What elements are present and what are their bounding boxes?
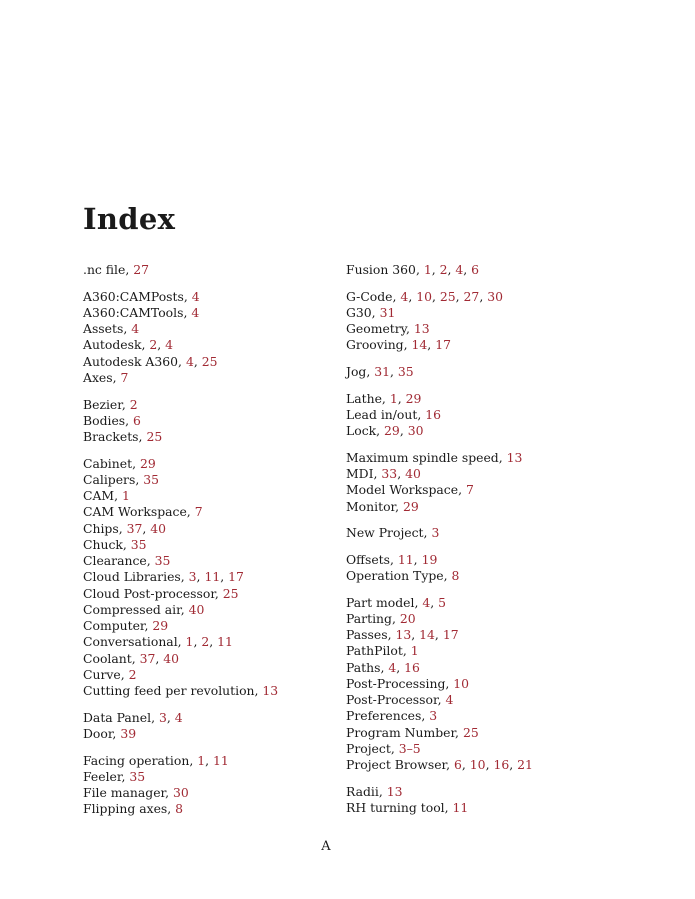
- index-term: .nc file: [83, 262, 126, 277]
- page-reference-link[interactable]: 4: [422, 594, 431, 610]
- page-reference-link[interactable]: 8: [451, 568, 460, 584]
- index-term: A360:CAMPosts: [83, 288, 184, 304]
- index-term: Jog: [346, 364, 367, 380]
- index-entry: Post-Processor, 4: [346, 692, 454, 708]
- page-reference-link[interactable]: 21: [517, 757, 533, 773]
- index-entry: File manager, 30: [83, 785, 189, 801]
- page-reference-link[interactable]: 10: [416, 288, 432, 304]
- page-reference-link[interactable]: 7: [194, 504, 203, 520]
- index-entry: Lock, 29, 30: [346, 423, 424, 439]
- index-term: Model Workspace: [346, 482, 459, 498]
- page-reference-link[interactable]: 2: [201, 634, 210, 650]
- page-reference-link[interactable]: 4: [185, 353, 194, 369]
- index-term: Radii: [346, 783, 379, 799]
- index-entry: Calipers, 35: [83, 471, 160, 487]
- index-entry: CAM Workspace, 7: [83, 504, 203, 520]
- page-folio: A: [321, 839, 331, 854]
- page-reference-link[interactable]: 10: [453, 675, 470, 691]
- page-reference-link[interactable]: 11: [204, 569, 221, 585]
- index-term: Operation Type: [346, 568, 444, 584]
- page-reference-link[interactable]: 3: [158, 709, 167, 725]
- index-entry: Coolant, 37, 40: [83, 650, 180, 666]
- index-entry: Part model, 4, 5: [346, 594, 447, 610]
- page-reference-link[interactable]: 29: [152, 618, 169, 634]
- index-entry: Clearance, 35: [83, 553, 171, 569]
- page-reference-link[interactable]: 2: [128, 666, 137, 682]
- page-reference-link[interactable]: 4: [445, 692, 454, 708]
- index-entry: Project Browser, 6, 10, 16, 21: [346, 757, 533, 773]
- index-entry: G30, 31: [346, 304, 396, 320]
- page-reference-link[interactable]: 6: [471, 262, 480, 277]
- index-term: MDI: [346, 466, 374, 482]
- page-reference-link[interactable]: 27: [133, 262, 150, 277]
- index-entry: Post-Processing, 10: [346, 675, 470, 691]
- index-entry: Cutting feed per revolution, 13: [83, 683, 279, 699]
- index-term: Coolant: [83, 650, 132, 666]
- index-entry: CAM, 1: [83, 488, 130, 504]
- index-entry: Parting, 20: [346, 610, 416, 626]
- page-reference-link[interactable]: 16: [493, 757, 510, 773]
- index-term: RH turning tool: [346, 800, 445, 816]
- index-term: New Project: [346, 525, 424, 541]
- index-entry: Computer, 29: [83, 618, 169, 634]
- page-reference-link[interactable]: 4: [388, 659, 397, 675]
- page-reference-link[interactable]: 3: [429, 708, 438, 724]
- page-reference-link[interactable]: 35: [130, 536, 147, 552]
- page-reference-link[interactable]: 35: [143, 471, 160, 487]
- index-term: Lathe: [346, 390, 382, 406]
- page-reference-link[interactable]: 4: [400, 288, 409, 304]
- page-reference-link[interactable]: 13: [386, 783, 403, 799]
- index-entry: Passes, 13, 14, 17: [346, 627, 459, 643]
- index-entry: PathPilot, 1: [346, 643, 419, 659]
- index-entry: Flipping axes, 8: [83, 801, 184, 817]
- page-reference-link[interactable]: 4: [131, 321, 140, 337]
- index-entry: Brackets, 25: [83, 429, 163, 445]
- index-term: Grooving: [346, 337, 404, 353]
- index-group: [346, 595, 596, 774]
- index-term: Autodesk: [83, 337, 142, 353]
- index-entry: Jog, 31, 35: [346, 364, 414, 380]
- index-term: Maximum spindle speed: [346, 449, 499, 465]
- index-term: G30: [346, 304, 372, 320]
- index-group: [83, 710, 333, 743]
- index-group: [83, 289, 333, 387]
- index-entry: Feeler, 35: [83, 768, 146, 784]
- index-group: [83, 456, 333, 700]
- page-reference-link[interactable]: 30: [407, 423, 424, 439]
- index-term: Flipping axes: [83, 801, 168, 817]
- index-group: [346, 391, 596, 440]
- page-reference-link[interactable]: 5: [438, 594, 447, 610]
- page-reference-link[interactable]: 4: [165, 337, 174, 353]
- page-reference-link[interactable]: 29: [405, 390, 422, 406]
- index-entry: Chuck, 35: [83, 536, 147, 552]
- page-reference-link[interactable]: 40: [163, 650, 180, 666]
- page-reference-link[interactable]: 1: [410, 643, 419, 659]
- page-reference-link[interactable]: 4: [455, 262, 464, 277]
- page-reference-link[interactable]: 39: [120, 726, 137, 742]
- index-term: Post-Processor: [346, 692, 438, 708]
- index-group: [346, 525, 596, 541]
- index-entry: Bodies, 6: [83, 412, 141, 428]
- index-term: Cabinet: [83, 455, 133, 471]
- index-entry: Door, 39: [83, 726, 137, 742]
- index-entry: Autodesk, 2, 4: [83, 337, 174, 353]
- index-term: Computer: [83, 618, 145, 634]
- page-reference-link[interactable]: 4: [191, 288, 200, 304]
- index-entry: Bezier, 2: [83, 396, 138, 412]
- page-reference-link[interactable]: 2: [129, 396, 138, 412]
- page-reference-link[interactable]: 20: [399, 610, 416, 626]
- index-entry: .nc file, 27: [83, 262, 150, 277]
- index-entry: Maximum spindle speed, 13: [346, 449, 523, 465]
- index-term: Door: [83, 726, 113, 742]
- page-reference-link[interactable]: 13: [262, 683, 279, 699]
- index-column-left: [83, 262, 333, 828]
- index-entry: A360:CAMPosts, 4: [83, 288, 200, 304]
- page-reference-link[interactable]: 7: [120, 369, 129, 385]
- page-reference-link[interactable]: 27: [463, 288, 480, 304]
- index-term: Program Number: [346, 724, 456, 740]
- index-term: Bezier: [83, 396, 122, 412]
- index-entry: Curve, 2: [83, 666, 137, 682]
- index-entry: Data Panel, 3, 4: [83, 709, 183, 725]
- index-term: Assets: [83, 321, 124, 337]
- index-entry: Autodesk A360, 4, 25: [83, 353, 218, 369]
- index-group: [346, 450, 596, 515]
- page-reference-link[interactable]: 33: [381, 466, 398, 482]
- index-group: [83, 753, 333, 818]
- index-entry: Monitor, 29: [346, 498, 419, 514]
- index-term: Curve: [83, 666, 121, 682]
- index-entry: Axes, 7: [83, 369, 129, 385]
- page-reference-link[interactable]: 6: [133, 412, 141, 428]
- page-reference-link[interactable]: 40: [150, 520, 167, 536]
- page-reference-link[interactable]: 17: [442, 627, 459, 643]
- index-term: Autodesk A360: [83, 353, 179, 369]
- page-reference-link[interactable]: 25: [146, 429, 163, 445]
- index-term: Clearance: [83, 553, 147, 569]
- index-entry: Model Workspace, 7: [346, 482, 474, 498]
- page-reference-link[interactable]: 35: [397, 364, 414, 380]
- index-term: Facing operation: [83, 752, 190, 768]
- page-reference-link[interactable]: 1: [122, 488, 130, 504]
- page-reference-link[interactable]: 16: [425, 406, 442, 422]
- index-entry: Program Number, 25: [346, 724, 479, 740]
- index-term: Chuck: [83, 536, 123, 552]
- page-reference-link[interactable]: 17: [435, 337, 451, 353]
- index-group: [83, 262, 333, 278]
- index-entry: Conversational, 1, 2, 11: [83, 634, 233, 650]
- index-term: Cloud Libraries: [83, 569, 181, 585]
- index-entry: Radii, 13: [346, 783, 403, 799]
- index-term: Part model: [346, 594, 415, 610]
- index-term: Parting: [346, 610, 392, 626]
- index-term: Preferences: [346, 708, 422, 724]
- page-reference-link[interactable]: 30: [173, 785, 189, 801]
- index-entry: Paths, 4, 16: [346, 659, 420, 675]
- index-group: [346, 262, 596, 278]
- index-group: [346, 364, 596, 380]
- page-reference-link[interactable]: 4: [191, 304, 200, 320]
- index-term: Post-Processing: [346, 675, 446, 691]
- index-term: Calipers: [83, 471, 136, 487]
- index-term: Project Browser: [346, 757, 447, 773]
- index-entry: RH turning tool, 11: [346, 800, 469, 816]
- page-reference-link[interactable]: 3: [188, 569, 197, 585]
- page-reference-link[interactable]: 11: [217, 634, 233, 650]
- page-reference-link[interactable]: 35: [154, 553, 171, 569]
- index-entry: Chips, 37, 40: [83, 520, 167, 536]
- page-reference-link[interactable]: 40: [188, 601, 205, 617]
- index-term: Offsets: [346, 551, 390, 567]
- index-entry: Preferences, 3: [346, 708, 438, 724]
- page-reference-link[interactable]: 25: [222, 585, 239, 601]
- index-entry: New Project, 3: [346, 525, 440, 541]
- page-reference-link[interactable]: 3–5: [398, 740, 421, 756]
- index-term: Fusion 360: [346, 262, 416, 277]
- index-entry: Compressed air, 40: [83, 601, 205, 617]
- page-reference-link[interactable]: 2: [439, 262, 448, 277]
- index-term: Lock: [346, 423, 377, 439]
- index-term: File manager: [83, 785, 166, 801]
- index-entry: Fusion 360, 1, 2, 4, 6: [346, 262, 480, 277]
- index-term: CAM Workspace: [83, 504, 187, 520]
- page-reference-link[interactable]: 11: [397, 551, 414, 567]
- index-term: Project: [346, 740, 391, 756]
- index-entry: Geometry, 13: [346, 321, 430, 337]
- page-reference-link[interactable]: 14: [411, 337, 428, 353]
- page-reference-link[interactable]: 11: [212, 752, 229, 768]
- index-term: Feeler: [83, 768, 122, 784]
- index-entry: MDI, 33, 40: [346, 466, 421, 482]
- index-term: Conversational: [83, 634, 178, 650]
- page-reference-link[interactable]: 1: [389, 390, 398, 406]
- page-reference-link[interactable]: 40: [405, 466, 421, 482]
- index-term: Monitor: [346, 498, 396, 514]
- page-reference-link[interactable]: 14: [419, 627, 435, 643]
- index-group: [83, 397, 333, 446]
- page-reference-link[interactable]: 19: [421, 551, 438, 567]
- index-term: Cloud Post-processor: [83, 585, 215, 601]
- page-reference-link[interactable]: 13: [506, 449, 523, 465]
- index-term: Brackets: [83, 429, 139, 445]
- index-term: Axes: [83, 369, 113, 385]
- page-reference-link[interactable]: 35: [129, 768, 146, 784]
- index-entry: G-Code, 4, 10, 25, 27, 30: [346, 288, 503, 304]
- index-term: Passes: [346, 627, 388, 643]
- index-group: [346, 289, 596, 354]
- page-reference-link[interactable]: 29: [402, 498, 419, 514]
- page-reference-link[interactable]: 6: [454, 757, 462, 773]
- page-reference-link[interactable]: 11: [452, 800, 469, 816]
- page-reference-link[interactable]: 13: [395, 627, 412, 643]
- index-entry: A360:CAMTools, 4: [83, 304, 200, 320]
- index-term: Lead in/out: [346, 406, 418, 422]
- index-entry: Cloud Libraries, 3, 11, 17: [83, 569, 244, 585]
- page-reference-link[interactable]: 8: [175, 801, 184, 817]
- index-term: Paths: [346, 659, 381, 675]
- index-group: [346, 552, 596, 585]
- page-reference-link[interactable]: 2: [149, 337, 158, 353]
- index-entry: Operation Type, 8: [346, 568, 460, 584]
- index-group: [346, 784, 596, 817]
- index-entry: Project, 3–5: [346, 740, 421, 756]
- index-term: CAM: [83, 488, 115, 504]
- index-entry: Lathe, 1, 29: [346, 390, 422, 406]
- index-entry: Lead in/out, 16: [346, 406, 442, 422]
- index-term: A360:CAMTools: [83, 304, 184, 320]
- page-reference-link[interactable]: 31: [379, 304, 396, 320]
- page-title: Index: [83, 202, 176, 237]
- index-entry: Offsets, 11, 19: [346, 551, 438, 567]
- index-term: Compressed air: [83, 601, 181, 617]
- page-reference-link[interactable]: 1: [197, 752, 206, 768]
- page-reference-link[interactable]: 10: [469, 757, 486, 773]
- index-term: PathPilot: [346, 643, 403, 659]
- page-reference-link[interactable]: 13: [413, 321, 430, 337]
- index-entry: Grooving, 14, 17: [346, 337, 451, 353]
- index-column-right: [346, 262, 596, 827]
- index-term: Geometry: [346, 321, 407, 337]
- page-reference-link[interactable]: 29: [139, 455, 156, 471]
- page-reference-link[interactable]: 25: [439, 288, 456, 304]
- page-reference-link[interactable]: 1: [185, 634, 194, 650]
- index-entry: Cloud Post-processor, 25: [83, 585, 239, 601]
- index-entry: Assets, 4: [83, 321, 140, 337]
- index-term: Chips: [83, 520, 119, 536]
- index-term: Bodies: [83, 412, 126, 428]
- page-reference-link[interactable]: 7: [465, 482, 474, 498]
- index-term: Cutting feed per revolution: [83, 683, 255, 699]
- index-term: Data Panel: [83, 709, 152, 725]
- page-reference-link[interactable]: 31: [374, 364, 391, 380]
- page-reference-link[interactable]: 4: [174, 709, 183, 725]
- page-reference-link[interactable]: 37: [139, 650, 156, 666]
- page-reference-link[interactable]: 25: [201, 353, 218, 369]
- page-reference-link[interactable]: 37: [126, 520, 143, 536]
- page-reference-link[interactable]: 29: [384, 423, 400, 439]
- page-reference-link[interactable]: 25: [462, 724, 479, 740]
- page-reference-link[interactable]: 17: [228, 569, 244, 585]
- page-reference-link[interactable]: 3: [431, 525, 440, 541]
- index-entry: Cabinet, 29: [83, 455, 156, 471]
- page-reference-link[interactable]: 30: [487, 288, 503, 304]
- index-entry: Facing operation, 1, 11: [83, 752, 229, 768]
- page-reference-link[interactable]: 16: [404, 659, 420, 675]
- index-term: G-Code: [346, 288, 393, 304]
- page-reference-link[interactable]: 1: [423, 262, 432, 277]
